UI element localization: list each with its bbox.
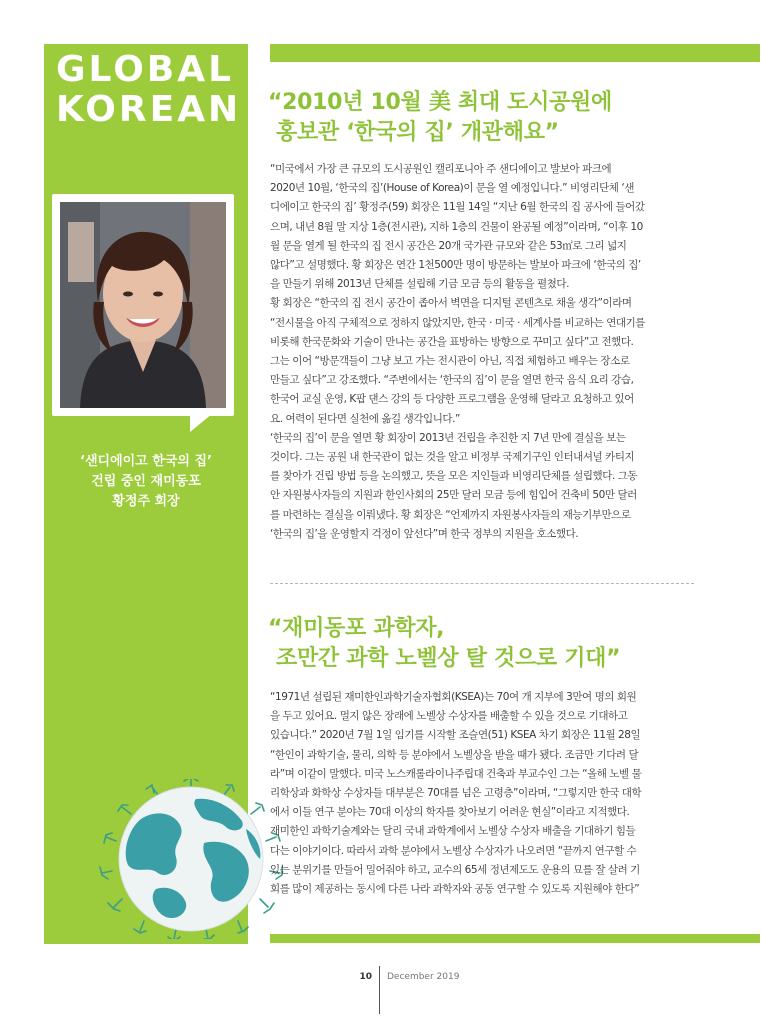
body-line: 안 자원봉사자들의 지원과 한인사회의 25만 달러 모금 등에 힘입어 건축비 50만 달러 bbox=[270, 489, 637, 502]
caption-line: ‘샌디에이고 한국의 집’ bbox=[80, 454, 212, 469]
top-accent-bar bbox=[270, 44, 760, 62]
body-line: 것이다. 그는 공원 내 한국관이 없는 것을 알고 비정부 국제기구인 인터내셔널 카티지 bbox=[270, 451, 635, 464]
body-line: 을 만들기 위해 2013년 단체를 설립해 기금 모금 등의 활동을 펼쳤다. bbox=[270, 278, 570, 291]
body-line: 한국어 교실 운영, K팝 댄스 강의 등 다양한 프로그램을 운영해 달라고 요청하고 있어 bbox=[270, 393, 634, 406]
body-line: 재미한인 과학기술계와는 달리 국내 과학계에서 노벨상 수상자 배출을 기대하기 힘들 bbox=[270, 825, 636, 838]
body-line: 에서 이들 연구 분야는 70대 이상의 학자를 찾아보기 어려운 현실”이라고 지적했다. bbox=[270, 806, 630, 819]
body-line: 있습니다.” 2020년 7월 1일 임기를 시작할 조슬연(51) KSEA 차기 회장은 11월 28일 bbox=[270, 729, 641, 742]
portrait-photo bbox=[60, 202, 226, 408]
headline-line: “2010년 10월 美 최대 도시공원에 bbox=[268, 90, 612, 115]
body-line: ‘한국의 집’을 운영할지 걱정이 앞선다”며 한국 정부의 지원을 호소했다. bbox=[270, 527, 579, 540]
body-line: 만들고 싶다”고 강조했다. “주변에서는 ‘한국의 집’이 문을 열면 한국 음식 요리 강습, bbox=[270, 374, 634, 387]
body-line: “미국에서 가장 큰 규모의 도시공원인 캘리포니아 주 샌디에이고 발보아 파크에 bbox=[270, 163, 612, 175]
body-line: 라”며 이같이 말했다. 미국 노스캐롤라이나주립대 건축과 부교수인 그는 “올해 노벨 물 bbox=[270, 767, 642, 780]
body-line: “1971년 설립된 재미한인과학기술자협회(KSEA)는 70여 개 지부에 3만여 명의 회원 bbox=[270, 691, 637, 703]
caption-line: 건립 중인 재미동포 bbox=[91, 474, 201, 489]
body-line: “한인이 과학기술, 물리, 의학 등 분야에서 노벨상을 받을 때가 됐다. 조금만 기다려 달 bbox=[270, 748, 639, 761]
speech-bubble-tail bbox=[190, 414, 212, 432]
bottom-accent-bar bbox=[270, 934, 760, 943]
body-line: 을 두고 있어요. 멀지 않은 장래에 노벨상 수상자를 배출할 수 있을 것으로 기대하고 bbox=[270, 710, 628, 723]
body-line: “전시물을 아직 구체적으로 정하지 않았지만, 한국 · 미국 · 세계사를 비교하는 연대기를 bbox=[270, 316, 645, 329]
section-title bbox=[56, 50, 246, 130]
sidebar-panel bbox=[44, 44, 248, 944]
body-line: 으며, 내년 8월 말 지상 1층(전시관), 지하 1층의 건물이 완공될 예정”이라며, “이후 10 bbox=[270, 220, 643, 233]
caption-line: 황정주 회장 bbox=[112, 494, 180, 509]
article1-body bbox=[270, 160, 694, 544]
page-number: 10 bbox=[359, 972, 372, 982]
portrait-frame bbox=[52, 194, 234, 416]
body-line: 회를 많이 제공하는 동시에 다른 나라 과학자와 공동 연구할 수 있도록 지원해야 한다” bbox=[270, 883, 640, 896]
body-line: 리학상과 화학상 수상자들 대부분은 70대를 넘은 고령층”이라며, “그렇지만 한국 대학 bbox=[270, 787, 642, 800]
footer-divider bbox=[379, 966, 380, 1014]
headline-line: “재미동포 과학자, bbox=[268, 616, 445, 641]
body-line: 않다”고 설명했다. 황 회장은 연간 1천500만 명이 방문하는 발보아 파크에 ‘한국의 집’ bbox=[270, 259, 641, 272]
body-line: 월 문을 열게 될 한국의 집 전시 공간은 20개 국가관 규모와 같은 53㎡로 그리 넓지 bbox=[270, 239, 627, 252]
headline-line: 조만간 과학 노벨상 탈 것으로 기대” bbox=[276, 646, 621, 671]
section-title-line: GLOBAL bbox=[56, 49, 235, 90]
body-line: 요. 여력이 된다면 실천에 옮길 생각입니다.” bbox=[270, 412, 460, 425]
body-line: 를 마련하는 결실을 이뤄냈다. 황 회장은 “언제까지 자원봉사자들의 재능기부만으로 bbox=[270, 508, 631, 521]
issue-date: December 2019 bbox=[387, 972, 460, 982]
body-line: 2020년 10월, ‘한국의 집’(House of Korea)이 문을 열 예정입니다.” 비영리단체 ‘샌 bbox=[270, 182, 634, 195]
photo-caption bbox=[48, 452, 244, 512]
body-line: 있는 분위기를 만들어 밀어줘야 하고, 교수의 65세 정년제도도 운용의 묘를 잘 살려 기 bbox=[270, 863, 640, 876]
portrait-illustration bbox=[60, 202, 226, 408]
article1-headline bbox=[268, 88, 612, 148]
body-line: ‘한국의 집’이 문을 열면 황 회장이 2013년 건립을 추진한 지 7년 만에 결실을 보는 bbox=[270, 431, 626, 444]
section-divider bbox=[270, 583, 694, 584]
article2-body bbox=[270, 688, 694, 899]
body-line: 다는 이야기이다. 따라서 과학 분야에서 노벨상 수상자가 나오려면 “끝까지 연구할 수 bbox=[270, 844, 637, 857]
headline-line: 홍보관 ‘한국의 집’ 개관해요” bbox=[276, 120, 559, 145]
globe-illustration bbox=[96, 779, 286, 939]
body-line: 그는 이어 “방문객들이 그냥 보고 가는 전시관이 아닌, 직접 체험하고 배우는 장소로 bbox=[270, 355, 630, 368]
body-line: 를 찾아가 건립 방법 등을 논의했고, 뜻을 모은 지인들과 비영리단체를 설립했다. 그동 bbox=[270, 470, 638, 483]
body-line: 비롯해 한국문화와 기술이 만나는 공간을 표방하는 방향으로 꾸미고 싶다”고 전했다. bbox=[270, 335, 634, 348]
article2-headline bbox=[268, 614, 620, 674]
section-title-line: KOREAN bbox=[56, 89, 242, 130]
body-line: 디에이고 한국의 집’ 황정주(59) 회장은 11월 14일 “지난 6월 한국의 집 공사에 들어갔 bbox=[270, 201, 645, 214]
body-line: 황 회장은 “한국의 집 전시 공간이 좁아서 벽면을 디지털 콘텐츠로 채울 생각”이라며 bbox=[270, 297, 632, 310]
